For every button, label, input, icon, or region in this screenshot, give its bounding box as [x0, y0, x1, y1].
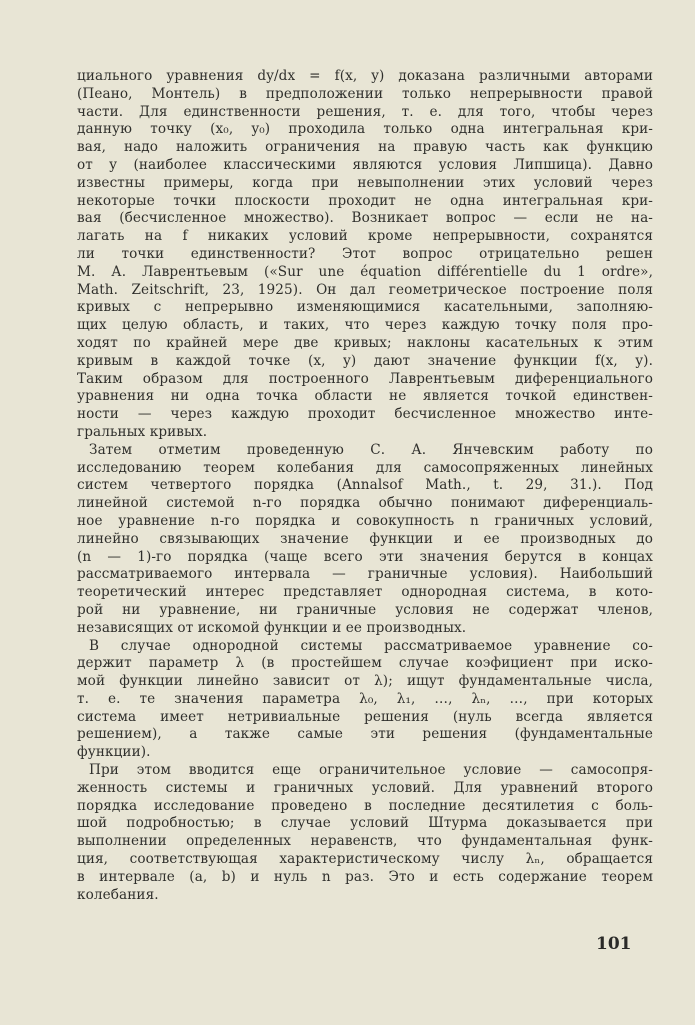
text-line: ности — через каждую проходит бесчисленное множество инте-: [77, 406, 653, 423]
text-line: вая (бесчисленное множество). Возникает вопрос — если не на-: [77, 210, 653, 227]
text-line: от y (наиболее классическими являются условия Липшица). Давно: [77, 156, 653, 173]
text-line: решением), а также самые эти решения (фундаментальные: [77, 726, 653, 743]
text-line: выполнении определенных неравенств, что фундаментальная функ-: [77, 833, 653, 850]
text-line: Затем отметим проведенную С. А. Янчевским работу по: [89, 441, 653, 458]
text-line: держит параметр λ (в простейшем случае коэфициент при иско-: [77, 655, 653, 672]
text-line: некоторые точки плоскости проходит не одна интегральная кри-: [77, 192, 653, 209]
text-line: порядка исследование проведено в последние десятилетия с боль-: [77, 797, 653, 814]
text-line: (n — 1)-го порядка (чаще всего эти значения берутся в концах: [77, 548, 653, 565]
text-line: ли точки единственности? Этот вопрос отрицательно решен: [77, 245, 653, 262]
text-line: уравнения ни одна точка области не является точкой единствен-: [77, 388, 653, 405]
text-line: Таким образом для построенного Лаврентьевым диференциального: [77, 370, 653, 387]
text-line: В случае однородной системы рассматриваемое уравнение со-: [89, 637, 653, 654]
text-line: щих целую область, и таких, что через каждую точку поля про-: [77, 317, 653, 334]
text-line: линейной системой n-го порядка обычно понимают диференциаль-: [77, 495, 653, 512]
paragraph: [77, 442, 653, 638]
text-line: исследованию теорем колебания для самосопряженных линейных: [77, 459, 653, 476]
text-line: линейно связывающих значение функции и ее производных до: [77, 530, 653, 547]
text-line: теоретический интерес представляет однородная система, в кото-: [77, 584, 653, 601]
text-line: ходят по крайней мере две кривых; наклоны касательных к этим: [77, 334, 653, 351]
text-line: Math. Zeitschrift, 23, 1925). Он дал геометрическое построение поля: [77, 281, 653, 298]
text-line: шой подробностью; в случае условий Штурма доказывается при: [77, 815, 653, 832]
paragraph: [77, 762, 653, 904]
paragraph: [77, 68, 653, 442]
text-line: кривым в каждой точке (x, y) дают значение функции f(x, y).: [77, 352, 653, 369]
page-body: [77, 68, 653, 904]
text-line: женность системы и граничных условий. Для уравнений второго: [77, 779, 653, 796]
paragraph: [77, 638, 653, 763]
text-line: систем четвертого порядка (Annalsof Math., t. 29, 31.). Под: [77, 477, 653, 494]
text-line: При этом вводится еще ограничительное условие — самосопря-: [89, 762, 653, 779]
text-line: лагать на f никаких условий кроме непрерывности, сохранятся: [77, 228, 653, 245]
page-number: 101: [596, 934, 632, 954]
text-line: независящих от искомой функции и ее производных.: [77, 619, 467, 636]
text-line: циального уравнения dy/dx = f(x, y) доказана различными авторами: [77, 68, 653, 84]
text-line: рассматриваемого интервала — граничные условия). Наибольший: [77, 566, 653, 583]
text-line: т. е. те значения параметра λ₀, λ₁, …, λₙ, …, при которых: [77, 690, 653, 707]
text-line: кривых с непрерывно изменяющимися касательными, заполняю-: [77, 299, 653, 316]
text-line: колебания.: [77, 886, 159, 903]
text-line: рой ни уравнение, ни граничные условия не содержат членов,: [77, 601, 653, 618]
text-line: вая, надо наложить ограничения на правую часть как функцию: [77, 139, 653, 156]
text-line: в интервале (a, b) и нуль n раз. Это и есть содержание теорем: [77, 868, 653, 885]
text-line: данную точку (x₀, y₀) проходила только одна интегральная кри-: [77, 121, 653, 138]
text-line: ное уравнение n-го порядка и совокупность n граничных условий,: [77, 512, 653, 529]
text-line: М. А. Лаврентьевым («Sur une équation différentielle du 1 ordre»,: [77, 263, 653, 280]
text-line: известны примеры, когда при невыполнении этих условий через: [77, 174, 653, 191]
text-line: функции).: [77, 744, 151, 761]
text-line: части. Для единственности решения, т. е. для того, чтобы через: [77, 103, 653, 120]
text-line: (Пеано, Монтель) в предположении только непрерывности правой: [77, 85, 653, 102]
text-line: система имеет нетривиальные решения (нуль всегда является: [77, 708, 653, 725]
text-line: ция, соответствующая характеристическому числу λₙ, обращается: [77, 851, 653, 868]
text-line: мой функции линейно зависит от λ); ищут фундаментальные числа,: [77, 673, 653, 690]
text-line: гральных кривых.: [77, 423, 208, 440]
